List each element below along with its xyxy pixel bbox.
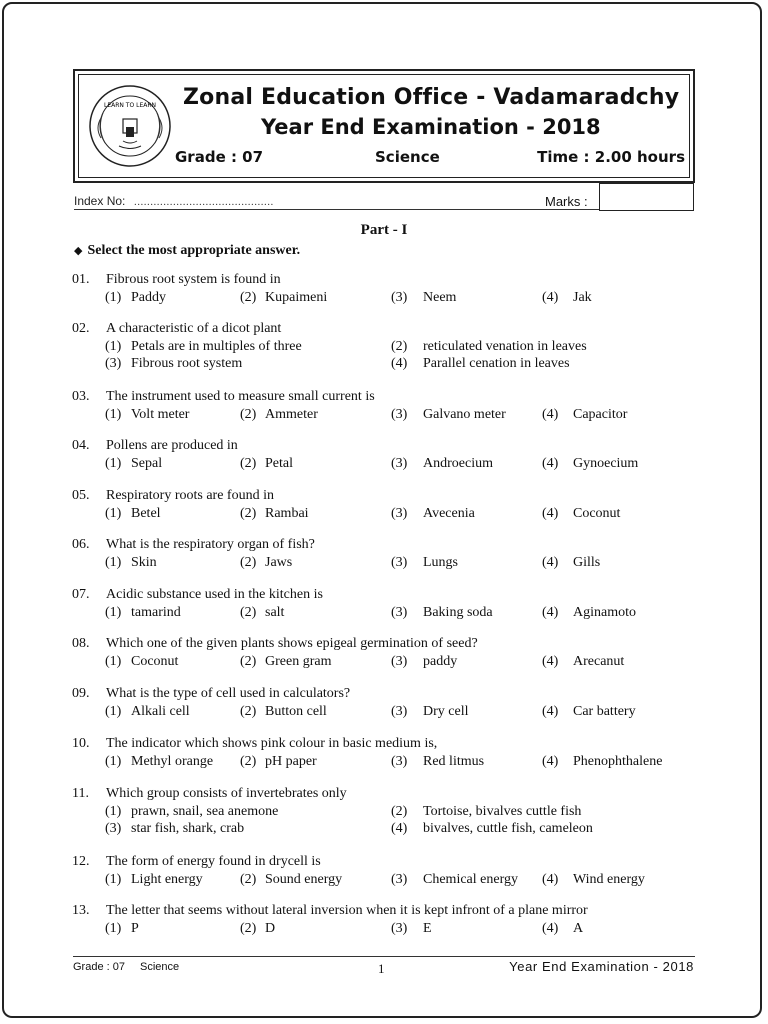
index-number-field[interactable]: ........................................... xyxy=(134,196,274,208)
question-number: 08. xyxy=(72,636,90,651)
option-label: (2) xyxy=(391,804,408,819)
exam-title: Year End Examination - 2018 xyxy=(261,115,601,139)
option-label: (2) xyxy=(240,654,257,669)
option-label: (3) xyxy=(391,921,408,936)
option-label: (4) xyxy=(542,654,559,669)
option-label: (3) xyxy=(391,654,408,669)
marks-label: Marks : xyxy=(545,194,588,209)
option-text: Lungs xyxy=(423,555,458,570)
option-label: (4) xyxy=(542,456,559,471)
option-text: Betel xyxy=(131,506,161,521)
option-text: Kupaimeni xyxy=(265,290,328,305)
question-number: 11. xyxy=(72,786,89,801)
question-number: 05. xyxy=(72,488,90,503)
part-title: Part - I xyxy=(360,222,408,238)
option-text: reticulated venation in leaves xyxy=(423,339,587,354)
question-number: 01. xyxy=(72,272,90,287)
option-text: Fibrous root system xyxy=(131,356,243,371)
divider xyxy=(74,209,599,210)
option-text: Green gram xyxy=(265,654,332,669)
option-text: tamarind xyxy=(131,605,181,620)
option-text: Neem xyxy=(423,290,457,305)
marks-box[interactable] xyxy=(599,183,694,211)
option-label: (4) xyxy=(391,356,408,371)
option-text: Red litmus xyxy=(423,754,485,769)
svg-text:LEARN TO LEARN: LEARN TO LEARN xyxy=(104,102,156,109)
question-stem: Which group consists of invertebrates only xyxy=(106,786,347,801)
option-text: Sound energy xyxy=(265,872,343,887)
option-text: prawn, snail, sea anemone xyxy=(131,804,279,819)
option-text: E xyxy=(423,921,432,936)
option-text: Androecium xyxy=(423,456,493,471)
option-label: (3) xyxy=(105,821,122,836)
option-label: (1) xyxy=(105,872,122,887)
option-label: (1) xyxy=(105,290,122,305)
option-label: (2) xyxy=(240,704,257,719)
option-label: (2) xyxy=(391,339,408,354)
footer-subject: Science xyxy=(140,961,180,973)
index-label: Index No: xyxy=(74,194,126,208)
option-label: (2) xyxy=(240,456,257,471)
instruction-text: Select the most appropriate answer. xyxy=(87,243,301,258)
option-label: (4) xyxy=(542,506,559,521)
question-number: 02. xyxy=(72,321,90,336)
grade-label: Grade : 07 xyxy=(175,148,264,166)
option-label: (4) xyxy=(542,872,559,887)
option-text: A xyxy=(573,921,584,936)
question-stem: Pollens are produced in xyxy=(106,438,238,453)
question-number: 09. xyxy=(72,686,90,701)
question-number: 13. xyxy=(72,903,90,918)
question-stem: The indicator which shows pink colour in basic medium is, xyxy=(106,736,438,751)
option-text: Baking soda xyxy=(423,605,493,620)
option-label: (3) xyxy=(391,704,408,719)
option-text: Petal xyxy=(265,456,293,471)
option-label: (1) xyxy=(105,339,122,354)
subject-label: Science xyxy=(375,148,440,166)
school-crest-icon xyxy=(87,83,173,169)
option-label: (1) xyxy=(105,605,122,620)
option-label: (4) xyxy=(542,754,559,769)
option-label: (2) xyxy=(240,921,257,936)
option-text: Paddy xyxy=(131,290,166,305)
option-text: Phenophthalene xyxy=(573,754,663,769)
option-text: Button cell xyxy=(265,704,327,719)
option-text: paddy xyxy=(423,654,458,669)
option-label: (2) xyxy=(240,290,257,305)
question-number: 06. xyxy=(72,537,90,552)
option-text: pH paper xyxy=(265,754,317,769)
question-stem: What is the respiratory organ of fish? xyxy=(106,537,315,552)
question-stem: A characteristic of a dicot plant xyxy=(106,321,282,336)
option-label: (1) xyxy=(105,921,122,936)
option-label: (1) xyxy=(105,654,122,669)
option-text: Jak xyxy=(573,290,592,305)
option-label: (4) xyxy=(542,605,559,620)
page-number: 1 xyxy=(378,961,385,976)
option-text: Methyl orange xyxy=(131,754,214,769)
option-text: Car battery xyxy=(573,704,636,719)
option-label: (2) xyxy=(240,872,257,887)
question-number: 12. xyxy=(72,854,90,869)
time-label: Time : 2.00 hours xyxy=(537,148,685,166)
question-number: 10. xyxy=(72,736,90,751)
option-label: (2) xyxy=(240,407,257,422)
option-label: (3) xyxy=(391,754,408,769)
option-text: Wind energy xyxy=(573,872,645,887)
option-text: D xyxy=(265,921,276,936)
option-label: (1) xyxy=(105,704,122,719)
option-label: (3) xyxy=(391,872,408,887)
option-text: Arecanut xyxy=(573,654,625,669)
option-label: (1) xyxy=(105,754,122,769)
option-text: star fish, shark, crab xyxy=(131,821,245,836)
question-number: 03. xyxy=(72,389,90,404)
header-box xyxy=(73,69,695,183)
question-stem: The letter that seems without lateral inversion when it is kept infront of a plane mirror xyxy=(106,903,588,918)
option-label: (4) xyxy=(542,921,559,936)
option-label: (1) xyxy=(105,456,122,471)
option-text: Volt meter xyxy=(131,407,190,422)
option-label: (2) xyxy=(240,555,257,570)
option-label: (3) xyxy=(391,290,408,305)
option-text: Aginamoto xyxy=(573,605,636,620)
office-title: Zonal Education Office - Vadamaradchy xyxy=(183,85,680,110)
diamond-bullet-icon: ◆ xyxy=(74,245,83,257)
option-text: Chemical energy xyxy=(423,872,518,887)
option-label: (1) xyxy=(105,555,122,570)
option-text: Alkali cell xyxy=(131,704,190,719)
question-stem: Respiratory roots are found in xyxy=(106,488,274,503)
option-label: (4) xyxy=(542,407,559,422)
option-label: (4) xyxy=(542,290,559,305)
option-text: Tortoise, bivalves cuttle fish xyxy=(423,804,582,819)
option-text: Sepal xyxy=(131,456,163,471)
option-text: Rambai xyxy=(265,506,309,521)
option-label: (1) xyxy=(105,804,122,819)
option-text: Ammeter xyxy=(265,407,318,422)
question-number: 04. xyxy=(72,438,90,453)
question-stem: The form of energy found in drycell is xyxy=(106,854,321,869)
option-label: (3) xyxy=(391,456,408,471)
option-label: (2) xyxy=(240,605,257,620)
option-text: Coconut xyxy=(131,654,179,669)
option-text: Capacitor xyxy=(573,407,628,422)
option-label: (2) xyxy=(240,506,257,521)
option-label: (3) xyxy=(391,605,408,620)
footer-exam: Year End Examination - 2018 xyxy=(509,959,694,974)
option-text: Coconut xyxy=(573,506,621,521)
option-label: (4) xyxy=(391,821,408,836)
option-text: bivalves, cuttle fish, cameleon xyxy=(423,821,593,836)
option-text: Avecenia xyxy=(423,506,475,521)
option-label: (3) xyxy=(391,555,408,570)
question-number: 07. xyxy=(72,587,90,602)
option-label: (3) xyxy=(391,506,408,521)
option-text: Gynoecium xyxy=(573,456,639,471)
question-stem: The instrument used to measure small current is xyxy=(106,389,375,404)
option-label: (1) xyxy=(105,407,122,422)
option-label: (2) xyxy=(240,754,257,769)
option-text: P xyxy=(131,921,139,936)
option-text: Gills xyxy=(573,555,601,570)
option-text: Light energy xyxy=(131,872,203,887)
option-text: Jaws xyxy=(265,555,293,570)
option-text: Petals are in multiples of three xyxy=(131,339,302,354)
option-text: Dry cell xyxy=(423,704,469,719)
footer-grade: Grade : 07 xyxy=(73,961,125,973)
question-stem: Fibrous root system is found in xyxy=(106,272,281,287)
option-text: Parallel cenation in leaves xyxy=(423,356,570,371)
option-label: (1) xyxy=(105,506,122,521)
option-text: Galvano meter xyxy=(423,407,506,422)
question-stem: Which one of the given plants shows epigeal germination of seed? xyxy=(106,636,478,651)
option-label: (4) xyxy=(542,704,559,719)
option-text: Skin xyxy=(131,555,157,570)
footer-divider xyxy=(73,956,695,957)
header-inner-border xyxy=(78,74,690,178)
option-text: salt xyxy=(265,605,285,620)
option-label: (3) xyxy=(391,407,408,422)
instruction xyxy=(74,243,300,259)
option-label: (3) xyxy=(105,356,122,371)
question-stem: Acidic substance used in the kitchen is xyxy=(106,587,323,602)
option-label: (4) xyxy=(542,555,559,570)
question-stem: What is the type of cell used in calculators? xyxy=(106,686,351,701)
